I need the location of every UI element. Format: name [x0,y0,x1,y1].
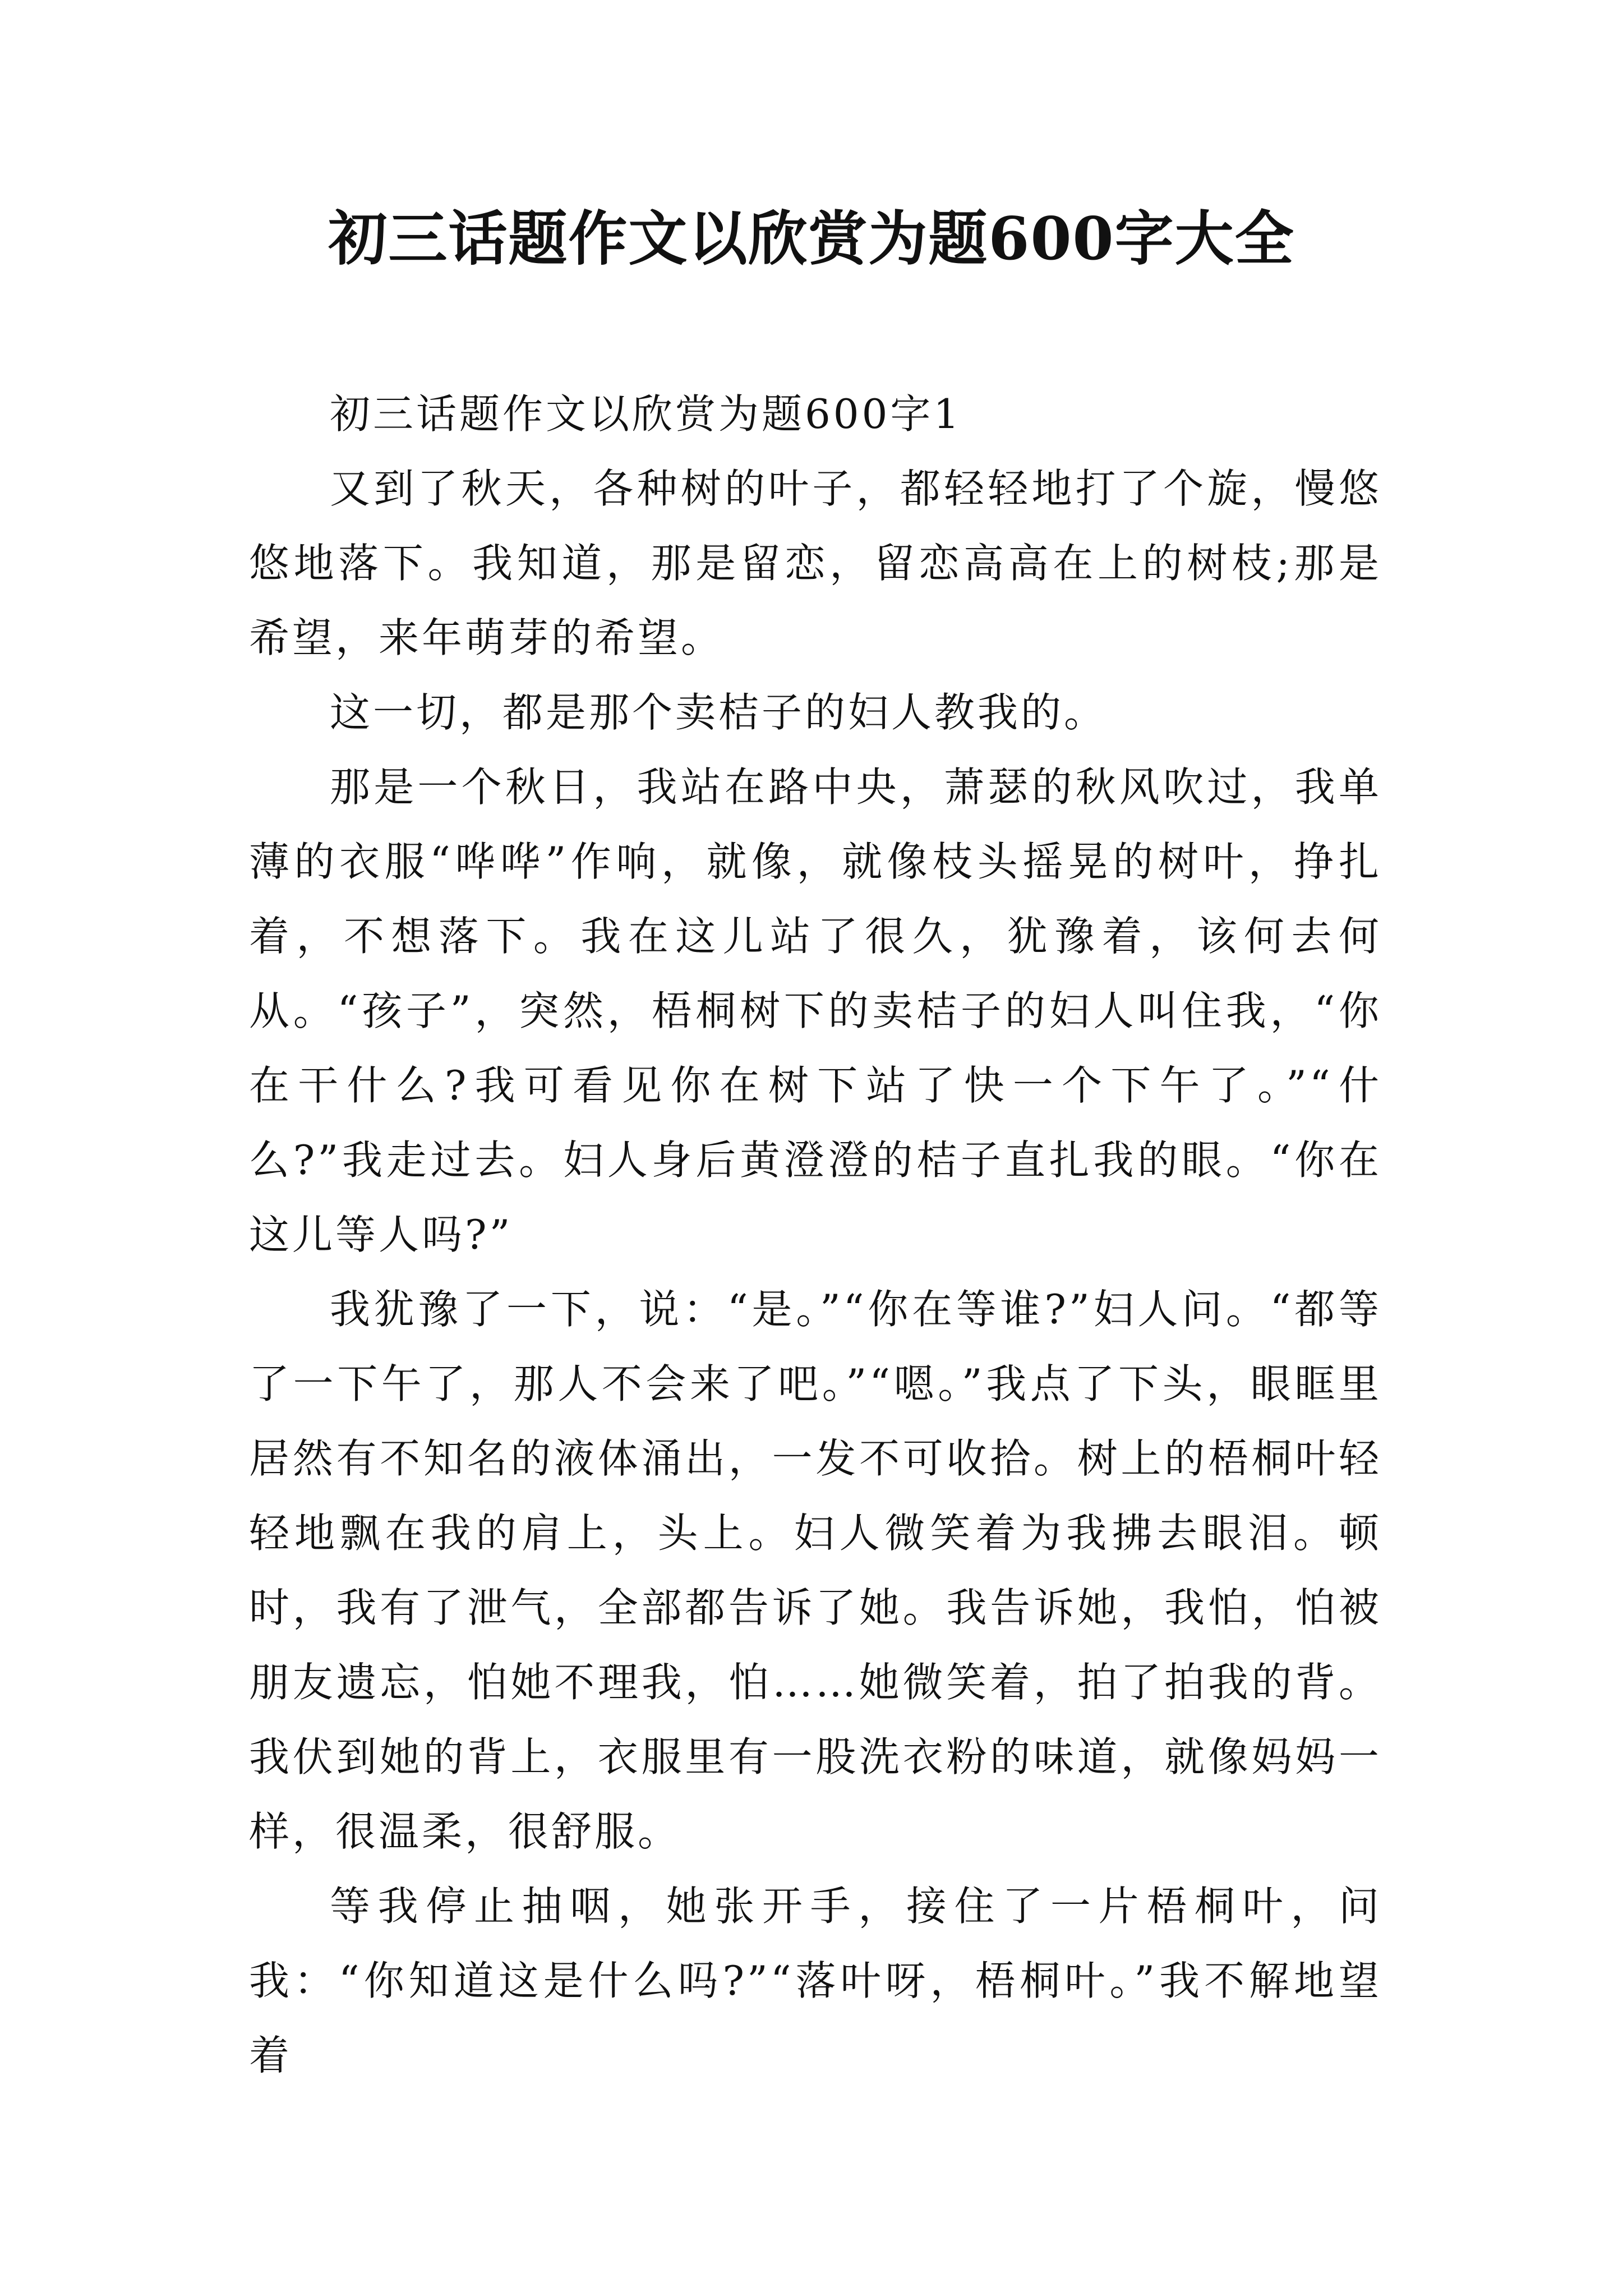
section-heading: 初三话题作文以欣赏为题600字1 [330,390,962,438]
document-body [249,377,1382,2093]
paragraph-5: 等我停止抽咽，她张开手，接住了一片梧桐叶，问我：“你知道这是什么吗?”“落叶呀，梧桐叶。”我不解地望着 [249,1883,1382,2079]
paragraph-4: 我犹豫了一下，说：“是。”“你在等谁?”妇人问。“都等了一下午了，那人不会来了吧。”“嗯。”我点了下头，眼眶里居然有不知名的液体涌出，一发不可收拾。树上的梧桐叶轻轻地飘在我的肩上，头上。妇人微笑着为我拂去眼泪。顿时，我有了泄气，全部都告诉了她。我告诉她，我怕，怕被朋友遗忘，怕她不理我，怕……她微笑着，拍了拍我的背。我伏到她的背上，衣服里有一股洗衣粉的味道，就像妈妈一样，很温柔，很舒服。 [249,1286,1382,1855]
paragraph-1: 又到了秋天，各种树的叶子，都轻轻地打了个旋，慢悠悠地落下。我知道，那是留恋，留恋高高在上的树枝;那是希望，来年萌芽的希望。 [249,465,1382,661]
paragraph-3: 那是一个秋日，我站在路中央，萧瑟的秋风吹过，我单薄的衣服“哗哗”作响，就像，就像枝头摇晃的树叶，挣扎着，不想落下。我在这儿站了很久，犹豫着，该何去何从。“孩子”，突然，梧桐树下的卖桔子的妇人叫住我，“你在干什么?我可看见你在树下站了快一个下午了。”“什么?”我走过去。妇人身后黄澄澄的桔子直扎我的眼。“你在这儿等人吗?” [249,763,1382,1258]
document-title: 初三话题作文以欣赏为题600字大全 [328,204,1295,273]
paragraph-2: 这一切，都是那个卖桔子的妇人教我的。 [330,689,1108,736]
